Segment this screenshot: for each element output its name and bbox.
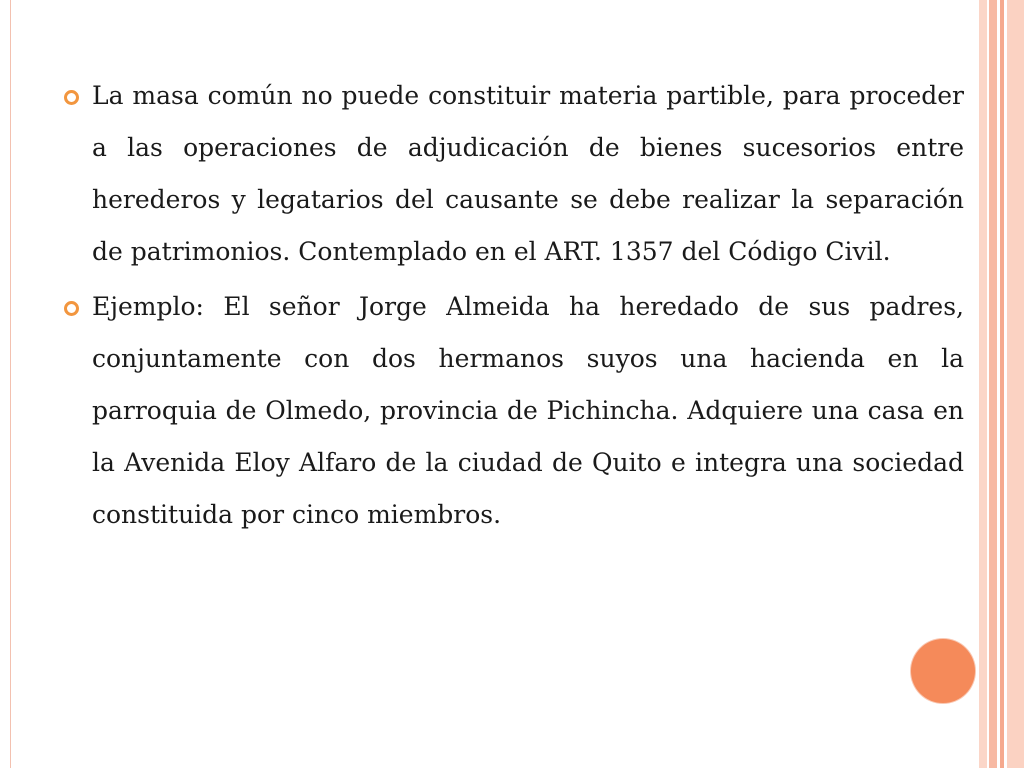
slide-body (60, 70, 964, 544)
right-decor-stripe (1007, 0, 1024, 768)
bullet-text: Ejemplo: El señor Jorge Almeida ha heredado de sus padres, conjuntamente con dos hermanos suyos una hacienda en la parroquia de Olmedo, provincia de Pichincha. Adquiere una casa en la Avenida Eloy Alfaro de la ciudad de Quito e integra una sociedad constituida por cinco miembros. (92, 292, 964, 529)
ring-bullet-icon (60, 70, 92, 122)
bullet-item (60, 281, 964, 541)
ring-bullet-icon (60, 281, 92, 333)
decorative-circle-icon (911, 639, 975, 703)
right-decor-stripe (989, 0, 997, 768)
bullet-text: La masa común no puede constituir materia partible, para proceder a las operaciones de adjudicación de bienes sucesorios entre herederos y legatarios del causante se debe realizar la separación de patrimonios. Contemplado en el ART. 1357 del Código Civil. (92, 81, 964, 266)
bullet-item (60, 70, 964, 278)
right-decor-stripe (979, 0, 987, 768)
left-border-line (10, 0, 11, 768)
